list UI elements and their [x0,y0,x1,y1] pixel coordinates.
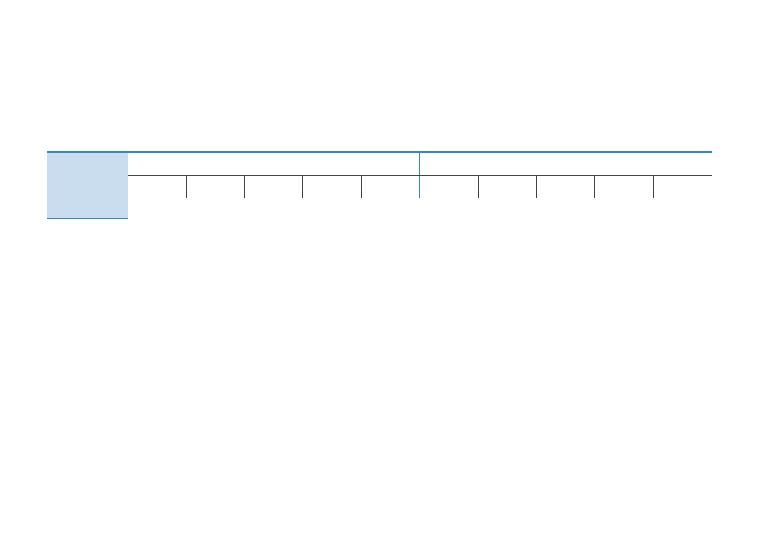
bore-diameter-header [47,152,128,198]
clearance-table [47,151,712,219]
category-header-con-c5 [653,176,712,199]
category-header-con-normal [478,176,536,199]
category-header-cyl-normal [186,176,244,199]
category-header-con-c2 [420,176,478,199]
category-header-cyl-c3 [244,176,302,199]
category-header-con-c3 [536,176,594,199]
acima-header [47,198,87,219]
category-header-cyl-c5 [361,176,419,199]
category-header-cyl-c4 [303,176,361,199]
category-header-con-c4 [595,176,653,199]
inclusive-header [87,198,127,219]
cylindrical-bore-group-header [128,152,420,176]
category-header-cyl-c2 [128,176,186,199]
tapered-bore-group-header [420,152,712,176]
